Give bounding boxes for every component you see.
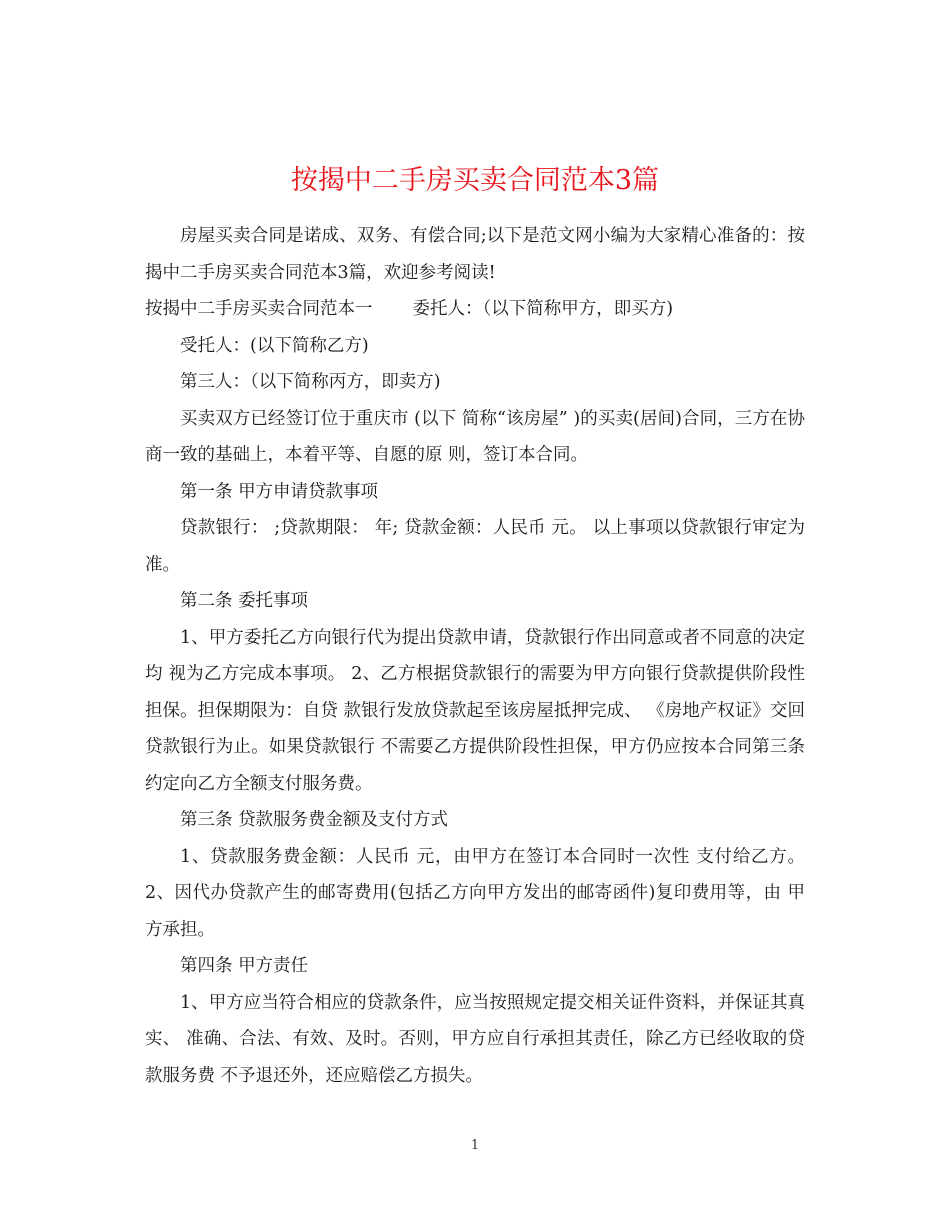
agent-line: 受托人：(以下简称乙方) [180, 335, 369, 356]
intro-paragraph: 房屋买卖合同是诺成、双务、有偿合同;以下是范文网小编为大家精心准备的：按揭中二手房买卖合同范本3篇，欢迎参考阅读! [145, 226, 805, 283]
preamble-paragraph: 买卖双方已经签订位于重庆市 (以下 简称“该房屋” )的买卖(居间)合同，三方在协商一致的基础上，本着平等、自愿的原 则，签订本合同。 [145, 408, 805, 465]
document-title: 按揭中二手房买卖合同范本3篇 [290, 165, 660, 197]
article4-body: 1、甲方应当符合相应的贷款条件，应当按照规定提交相关证件资料，并保证其真实、 准确、合法、有效、及时。否则，甲方应自行承担其责任，除乙方已经收取的贷款服务费 不予退还外，还应赔偿乙方损失。 [145, 992, 805, 1086]
principal-line: 委托人：（以下简称甲方，即买方) [412, 299, 674, 319]
article3-body: 1、贷款服务费金额：人民币 元，由甲方在签订本合同时一次性 支付给乙方。 2、因代办贷款产生的邮寄费用(包括乙方向甲方发出的邮寄函件)复印费用等，由 甲方承担。 [145, 846, 805, 940]
article1-body: 贷款银行： ;贷款期限： 年; 贷款金额：人民币 元。 以上事项以贷款银行审定为准。 [145, 518, 805, 575]
article2-heading: 第二条 委托事项 [180, 591, 309, 611]
section1-heading: 按揭中二手房买卖合同范本一 [145, 299, 373, 319]
article3-heading: 第三条 贷款服务费金额及支付方式 [180, 810, 449, 830]
article2-body: 1、甲方委托乙方向银行代为提出贷款申请，贷款银行作出同意或者不同意的决定均 视为乙方完成本事项。 2、乙方根据贷款银行的需要为甲方向银行贷款提供阶段性担保。担保期限为：自贷 款银行发放贷款起至该房屋抵押完成、 《房地产权证》交回贷款银行为止。如果贷款银行 不需要乙方提供阶段性担保，甲方仍应按本合同第三条约定向乙方全额支付服务费。 [145, 627, 805, 794]
third-party-line: 第三人：（以下简称丙方，即卖方) [180, 372, 441, 392]
document-body [145, 218, 805, 1094]
article1-heading: 第一条 甲方申请贷款事项 [180, 481, 379, 502]
article4-heading: 第四条 甲方责任 [180, 956, 309, 976]
section1-line [145, 291, 805, 328]
page-number: 1 [470, 1138, 480, 1153]
